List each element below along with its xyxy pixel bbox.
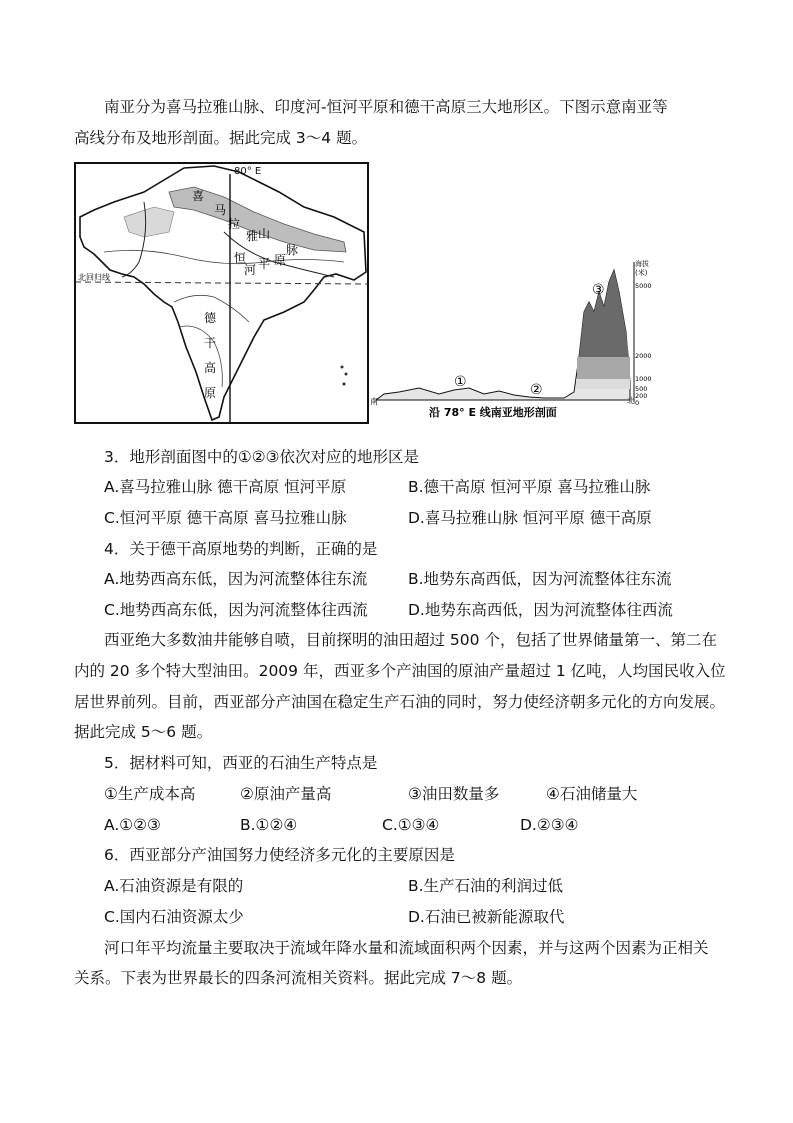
q5-item-4: ④石油储量大	[546, 785, 638, 803]
q6-option-a[interactable]: A.石油资源是有限的	[104, 877, 244, 895]
q5-item-1: ①生产成本高	[104, 785, 196, 803]
terrain-profile	[370, 259, 652, 419]
q6-option-d[interactable]: D.石油已被新能源取代	[408, 908, 565, 926]
profile-tick-label: 500	[635, 385, 648, 393]
q4-option-c[interactable]: C.地势西高东低，因为河流整体往西流	[104, 601, 368, 619]
intro2-line1: 西亚绝大多数油井能够自喷，目前探明的油田超过 500 个，包括了世界储量第一、第二在	[104, 631, 717, 649]
map-label-gao: 高	[204, 361, 217, 375]
map-label-ya: 雅	[246, 229, 259, 243]
profile-north-label: 北	[627, 396, 635, 405]
profile-south-label: 南	[370, 397, 378, 406]
map-label-de: 德	[204, 311, 217, 325]
q5-option-c[interactable]: C.①③④	[382, 816, 440, 834]
map-label-he: 河	[244, 263, 257, 277]
map-label-meridian: 80° E	[234, 166, 262, 177]
intro2-line3: 居世界前列。目前，西亚部分产油国在稳定生产石油的同时，努力使经济朝多元化的方向发展。	[74, 693, 726, 711]
map-label-heng: 恒	[234, 251, 247, 265]
q4-option-a[interactable]: A.地势西高东低，因为河流整体往东流	[104, 570, 368, 588]
map-label-shan: 山	[258, 227, 271, 241]
map-label-ping: 平	[258, 257, 271, 271]
south-asia-figure	[74, 162, 652, 424]
q5-option-d[interactable]: D.②③④	[520, 816, 579, 834]
map-label-yuan2: 原	[204, 386, 217, 400]
q6-option-c[interactable]: C.国内石油资源太少	[104, 908, 244, 926]
profile-caption: 沿 78° E 线南亚地形剖面	[429, 406, 557, 419]
intro1-line1: 南亚分为喜马拉雅山脉、印度河-恒河平原和德干高原三大地形区。下图示意南亚等	[104, 98, 668, 116]
q3-option-a[interactable]: A.喜马拉雅山脉 德干高原 恒河平原	[104, 478, 347, 496]
q6-stem: 6．西亚部分产油国努力使经济多元化的主要原因是	[104, 846, 455, 864]
q3-stem: 3．地形剖面图中的①②③依次对应的地形区是	[104, 448, 420, 466]
q5-option-b[interactable]: B.①②④	[240, 816, 298, 834]
map-label-ma: 马	[214, 203, 227, 217]
profile-tick-label: 5000	[635, 282, 652, 290]
intro2-line4: 据此完成 5～6 题。	[74, 723, 213, 741]
profile-tick-label: 1000	[635, 375, 652, 383]
q5-stem: 5．据材料可知，西亚的石油生产特点是	[104, 754, 378, 772]
map-label-tropic: 北回归线	[78, 273, 110, 282]
map-label-la: 拉	[228, 217, 241, 231]
q5-option-a[interactable]: A.①②③	[104, 816, 161, 834]
map-label-yuan: 原	[274, 253, 287, 267]
q3-option-b[interactable]: B.德干高原 恒河平原 喜马拉雅山脉	[408, 478, 651, 496]
q5-item-3: ③油田数量多	[408, 785, 500, 803]
profile-marker-3: ③	[592, 282, 605, 298]
q4-stem: 4．关于德干高原地势的判断，正确的是	[104, 540, 378, 558]
profile-marker-1: ①	[454, 374, 467, 390]
profile-tick-label: 0	[635, 399, 640, 407]
profile-tick-label: 2000	[635, 352, 652, 360]
intro3-line1: 河口年平均流量主要取决于流域年降水量和流域面积两个因素，并与这两个因素为正相关	[104, 939, 709, 957]
map-label-mai: 脉	[286, 243, 299, 257]
map-label-gan: 干	[204, 336, 217, 350]
q4-option-b[interactable]: B.地势东高西低，因为河流整体往东流	[408, 570, 672, 588]
profile-axis-title-1: 海拔	[635, 260, 649, 268]
q6-option-b[interactable]: B.生产石油的利润过低	[408, 877, 564, 895]
profile-band-low	[576, 379, 630, 389]
profile-axis-title-2: (米)	[635, 269, 648, 277]
map-label-xi: 喜	[192, 189, 205, 203]
intro1-line2: 高线分布及地形剖面。据此完成 3～4 题。	[74, 129, 368, 147]
intro2-line2: 内的 20 多个特大型油田。2009 年，西亚多个产油国的原油产量超过 1 亿吨，人均国民收入位	[74, 662, 726, 680]
q3-option-c[interactable]: C.恒河平原 德干高原 喜马拉雅山脉	[104, 509, 347, 527]
intro3-line2: 关系。下表为世界最长的四条河流相关资料。据此完成 7～8 题。	[74, 969, 523, 987]
q4-option-d[interactable]: D.地势东高西低，因为河流整体往西流	[408, 601, 673, 619]
q3-option-d[interactable]: D.喜马拉雅山脉 恒河平原 德干高原	[408, 509, 652, 527]
profile-tick-label: 200	[635, 392, 648, 400]
profile-marker-2: ②	[530, 382, 543, 398]
profile-band-mid	[577, 357, 630, 379]
q5-item-2: ②原油产量高	[240, 785, 332, 803]
